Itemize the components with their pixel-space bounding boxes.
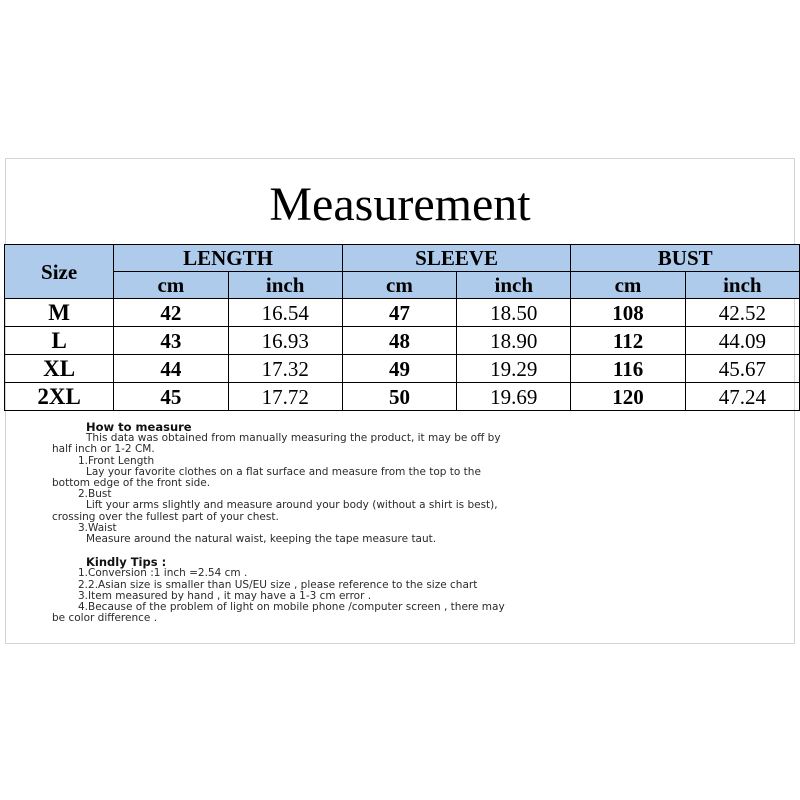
sleeve-group-header: SLEEVE xyxy=(342,245,571,272)
page-title: Measurement xyxy=(269,178,531,231)
size-column-header: Size xyxy=(5,245,114,299)
table-row xyxy=(5,355,800,383)
note-line: This data was obtained from manually measuring the product, it may be off by xyxy=(86,432,501,445)
note-label: 2.Bust xyxy=(78,488,112,501)
sleeve-inch-cell: 18.90 xyxy=(457,327,571,355)
length-inch-cell: 17.32 xyxy=(228,355,342,383)
sleeve-cm-cell: 49 xyxy=(342,355,456,383)
size-cell: XL xyxy=(5,355,114,383)
size-cell: 2XL xyxy=(5,383,114,411)
length-cm-cell: 42 xyxy=(114,299,228,327)
tip-line: 4.Because of the problem of light on mobile phone /computer screen , there may xyxy=(78,601,505,614)
sleeve-inch-cell: 19.29 xyxy=(457,355,571,383)
unit-header: inch xyxy=(457,272,571,299)
note-line: Lay your favorite clothes on a flat surface and measure from the top to the xyxy=(86,465,481,478)
note-line: Lift your arms slightly and measure around your body (without a shirt is best), xyxy=(86,499,498,512)
bust-inch-cell: 47.24 xyxy=(685,383,799,411)
table-row xyxy=(5,327,800,355)
unit-header: inch xyxy=(685,272,799,299)
bust-cm-cell: 120 xyxy=(571,383,685,411)
bust-cm-cell: 112 xyxy=(571,327,685,355)
measurement-notes xyxy=(52,422,752,624)
size-table xyxy=(4,244,800,411)
note-label: 3.Waist xyxy=(78,521,117,534)
sleeve-cm-cell: 50 xyxy=(342,383,456,411)
size-cell: M xyxy=(5,299,114,327)
length-cm-cell: 45 xyxy=(114,383,228,411)
note-line: half inch or 1-2 CM. xyxy=(52,443,155,456)
sleeve-inch-cell: 18.50 xyxy=(457,299,571,327)
length-inch-cell: 16.54 xyxy=(228,299,342,327)
table-row xyxy=(5,383,800,411)
length-cm-cell: 44 xyxy=(114,355,228,383)
tip-line: 1.Conversion :1 inch =2.54 cm . xyxy=(78,567,248,580)
length-inch-cell: 16.93 xyxy=(228,327,342,355)
unit-header: inch xyxy=(228,272,342,299)
note-line: Measure around the natural waist, keeping the tape measure taut. xyxy=(86,533,437,546)
bust-group-header: BUST xyxy=(571,245,800,272)
tip-line: 3.Item measured by hand , it may have a 1-3 cm error . xyxy=(78,589,372,602)
note-line: crossing over the fullest part of your chest. xyxy=(52,510,279,523)
size-cell: L xyxy=(5,327,114,355)
bust-cm-cell: 116 xyxy=(571,355,685,383)
bust-inch-cell: 44.09 xyxy=(685,327,799,355)
kindly-tips-heading: Kindly Tips : xyxy=(86,555,167,570)
tip-line: be color difference . xyxy=(52,612,158,625)
sleeve-cm-cell: 47 xyxy=(342,299,456,327)
unit-header: cm xyxy=(114,272,228,299)
bust-cm-cell: 108 xyxy=(571,299,685,327)
sleeve-cm-cell: 48 xyxy=(342,327,456,355)
tip-line: 2.2.Asian size is smaller than US/EU size , please reference to the size chart xyxy=(78,578,478,591)
length-group-header: LENGTH xyxy=(114,245,343,272)
note-label: 1.Front Length xyxy=(78,454,155,467)
bust-inch-cell: 42.52 xyxy=(685,299,799,327)
how-to-measure-heading: How to measure xyxy=(86,420,192,434)
note-line: bottom edge of the front side. xyxy=(52,477,211,490)
unit-header: cm xyxy=(571,272,685,299)
unit-header: cm xyxy=(342,272,456,299)
length-cm-cell: 43 xyxy=(114,327,228,355)
table-row xyxy=(5,299,800,327)
bust-inch-cell: 45.67 xyxy=(685,355,799,383)
sleeve-inch-cell: 19.69 xyxy=(457,383,571,411)
length-inch-cell: 17.72 xyxy=(228,383,342,411)
